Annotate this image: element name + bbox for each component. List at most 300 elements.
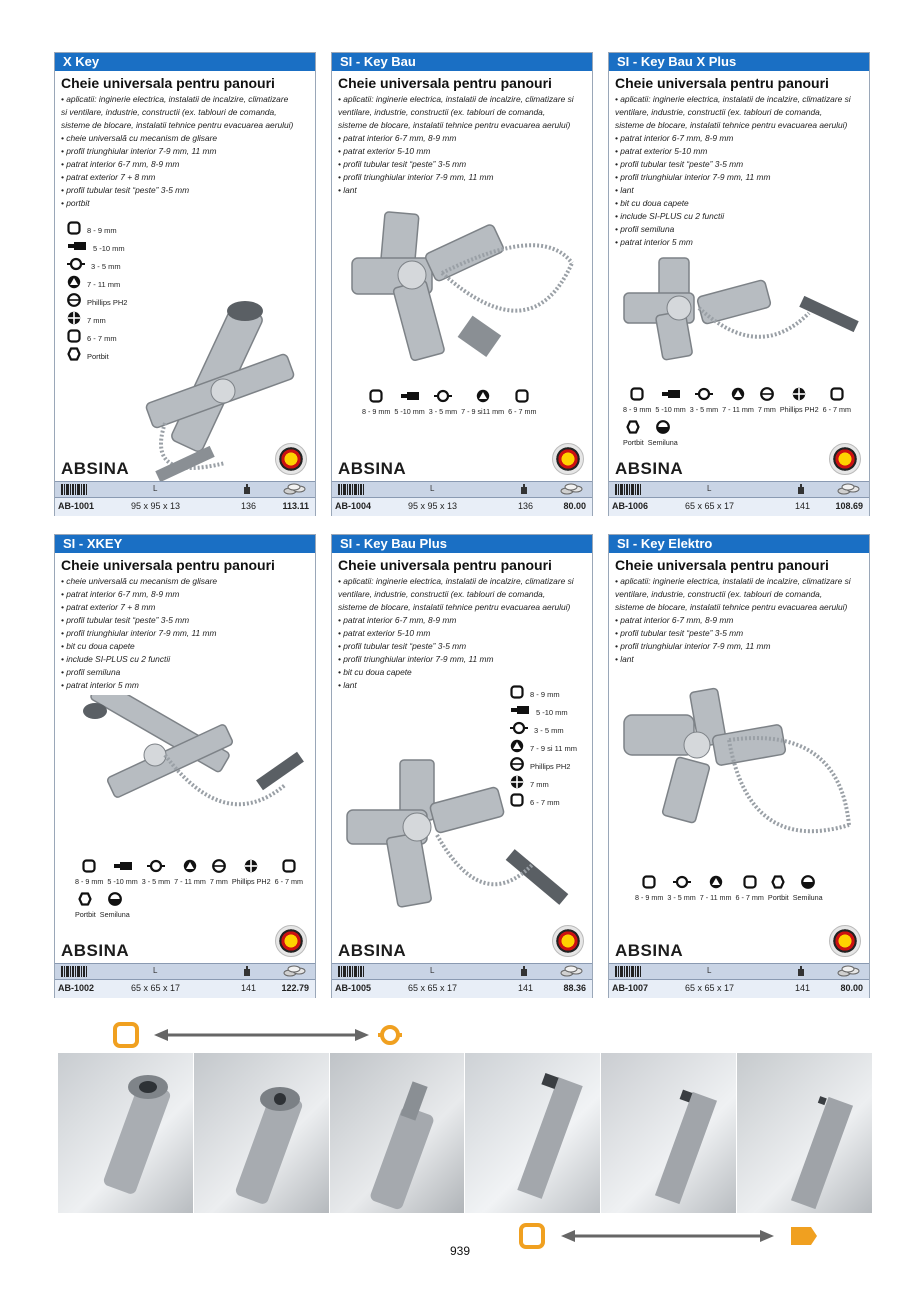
tube-profile-icon	[382, 1027, 398, 1043]
description-line: • include SI-PLUS cu 2 functii	[61, 654, 171, 664]
profile-item	[623, 420, 644, 447]
page-number: 939	[449, 1244, 471, 1258]
profile-item	[700, 875, 732, 902]
length-column-header: L	[430, 966, 435, 975]
profile-label: 7 - 11 mm	[722, 405, 754, 414]
square-round-icon	[743, 875, 757, 891]
profile-label: Portbit	[75, 910, 96, 919]
arrow-right-head	[355, 1029, 369, 1041]
spec-table-header	[55, 481, 315, 498]
profile-icon-grid	[75, 859, 315, 925]
profile-icon-grid	[635, 875, 869, 908]
photo-strip	[58, 1053, 873, 1213]
description-line: • profil semiluna	[61, 667, 121, 677]
profile-item	[780, 387, 819, 414]
card-description	[615, 575, 863, 666]
product-weight: 141	[241, 983, 257, 993]
cross-circle-icon	[244, 859, 258, 875]
spec-table-header	[55, 963, 315, 980]
hex-icon	[67, 347, 81, 366]
profile-item	[394, 389, 424, 416]
profile-item	[67, 347, 127, 365]
weight-icon	[520, 484, 528, 496]
circle-notch-icon	[434, 389, 452, 405]
description-line: • profil triunghiular interior 7-9 mm, 11 mm	[615, 172, 771, 182]
spec-table-row	[55, 979, 315, 998]
profile-item	[823, 387, 851, 414]
half-moon-icon	[801, 875, 815, 891]
weight-icon	[797, 484, 805, 496]
profile-label: 6 - 7 mm	[508, 407, 537, 416]
profile-icon-list	[67, 221, 127, 365]
card-header: SI - Key Bau Plus	[332, 535, 592, 553]
cross-circle-icon	[67, 311, 81, 330]
photo-panel-3	[330, 1053, 466, 1213]
profile-item	[508, 389, 536, 416]
card-description	[61, 575, 309, 692]
brand-logo: ABSINA	[615, 941, 684, 960]
description-line: • aplicatii: inginerie electrica, instalatii de incalzire, climatizare si	[338, 576, 574, 586]
coins-icon	[283, 483, 307, 497]
barcode-icon	[61, 966, 87, 979]
product-card	[54, 52, 316, 516]
product-card	[54, 534, 316, 998]
card-header: SI - Key Bau	[332, 53, 592, 71]
profile-item	[210, 859, 228, 886]
triangle-icon	[67, 275, 81, 294]
description-line: • patrat interior 6-7 mm, 8-9 mm	[615, 615, 734, 625]
card-title: Cheie universala pentru panouri	[61, 557, 275, 573]
square-round-icon	[82, 859, 96, 875]
circle-notch-icon	[510, 721, 528, 740]
weight-icon	[520, 966, 528, 978]
product-price: 122.79	[281, 983, 309, 993]
description-line: • aplicatii: inginerie electrica, instalatii de incalzire, climatizare si	[615, 576, 851, 586]
profile-label: Portbit	[623, 438, 644, 447]
triangle-icon	[183, 859, 197, 875]
barcode-icon	[615, 966, 641, 979]
product-code: AB-1005	[335, 983, 372, 993]
card-title: Cheie universala pentru panouri	[615, 557, 829, 573]
product-photo	[619, 685, 864, 860]
profile-label: 3 - 5 mm	[534, 725, 564, 735]
description-line: • profil triunghiular interior 7-9 mm, 11 mm	[338, 172, 494, 182]
profile-label: 5 -10 mm	[655, 405, 686, 414]
profile-item	[67, 293, 127, 311]
description-line: • aplicatii: inginerie electrica, instalatii de incalzire, climatizare si	[615, 94, 851, 104]
length-column-header: L	[430, 484, 435, 493]
product-photo	[65, 695, 310, 850]
length-column-header: L	[707, 966, 712, 975]
square-round-icon	[830, 387, 844, 403]
product-price: 108.69	[835, 501, 863, 511]
description-line: • profil tubular tesit “peste” 3-5 mm	[615, 628, 744, 638]
photo-panel-4	[465, 1053, 601, 1213]
product-price: 80.00	[563, 501, 586, 511]
description-line: • bit cu doua capete	[615, 198, 689, 208]
profile-label: Phillips PH2	[87, 297, 128, 307]
card-header: SI - XKEY	[55, 535, 315, 553]
phillips-line-icon	[760, 387, 774, 403]
quality-seal-icon	[552, 925, 584, 957]
profile-item	[75, 859, 103, 886]
description-line: ventilare, industrie, constructii (ex. tablouri de comanda,	[338, 589, 546, 599]
profile-label: 6 - 7 mm	[274, 877, 303, 886]
brand-logo: ABSINA	[615, 459, 684, 478]
spec-table-row	[609, 979, 869, 998]
profile-label: 5 -10 mm	[93, 243, 125, 253]
description-line: ventilare, industrie, constructii (ex. tablouri de comanda,	[615, 589, 823, 599]
profile-label: 6 - 7 mm	[530, 797, 560, 807]
description-line: • patrat interior 6-7 mm, 8-9 mm	[338, 615, 457, 625]
product-weight: 141	[795, 501, 811, 511]
profile-label: 5 -10 mm	[107, 877, 138, 886]
profile-label: 3 - 5 mm	[91, 261, 121, 271]
length-column-header: L	[153, 966, 158, 975]
description-line: • profil triunghiular interior 7-9 mm, 11 mm	[338, 654, 494, 664]
description-line: • profil tubular tesit “peste” 3-5 mm	[615, 159, 744, 169]
square-round-icon	[369, 389, 383, 405]
profile-label: 5 -10 mm	[536, 707, 568, 717]
profile-item	[67, 311, 127, 329]
description-line: sisteme de blocare, instalatii tehnice pentru evacuarea aerului)	[615, 602, 848, 612]
card-title: Cheie universala pentru panouri	[61, 75, 275, 91]
half-moon-icon	[656, 420, 670, 436]
coins-icon	[560, 483, 584, 497]
profile-item	[793, 875, 823, 902]
square-round-icon	[67, 221, 81, 240]
cross-circle-icon	[510, 775, 524, 794]
triangle-icon	[709, 875, 723, 891]
square-round-icon	[630, 387, 644, 403]
spec-table-row	[55, 497, 315, 516]
description-line: • profil triunghiular interior 7-9 mm, 11 mm	[61, 146, 217, 156]
description-line: • patrat interior 6-7 mm, 8-9 mm	[615, 133, 734, 143]
barcode-icon	[338, 484, 364, 497]
product-size: 65 x 65 x 17	[685, 501, 735, 511]
profile-item	[510, 775, 577, 793]
description-line: • patrat exterior 5-10 mm	[338, 146, 431, 156]
quality-seal-icon	[829, 443, 861, 475]
description-line: ventilare, industrie, constructii (ex. tablouri de comanda,	[338, 107, 546, 117]
photo-panel-1	[58, 1053, 194, 1213]
description-line: sisteme de blocare, instalatii tehnice pentru evacuarea aerului)	[338, 602, 571, 612]
profile-item	[100, 892, 130, 919]
product-size: 95 x 95 x 13	[131, 501, 181, 511]
product-code: AB-1001	[58, 501, 95, 511]
description-line: • patrat interior 6-7 mm, 8-9 mm	[61, 159, 180, 169]
profile-label: Phillips PH2	[530, 761, 571, 771]
product-weight: 141	[795, 983, 811, 993]
description-line: • profil tubular tesit “peste” 3-5 mm	[61, 185, 190, 195]
profile-label: 7 - 9 si 11 mm	[530, 743, 577, 753]
product-weight: 141	[518, 983, 534, 993]
profile-item	[510, 685, 577, 703]
description-line: • lant	[338, 185, 357, 195]
product-code: AB-1007	[612, 983, 649, 993]
phillips-line-icon	[510, 757, 524, 776]
product-size: 65 x 65 x 17	[131, 983, 181, 993]
description-line: • portbit	[61, 198, 90, 208]
spec-table-header	[332, 481, 592, 498]
profile-label: Portbit	[87, 351, 109, 361]
brand-logo: ABSINA	[338, 459, 407, 478]
spec-table-header	[609, 963, 869, 980]
coins-icon	[837, 483, 861, 497]
key-bar-icon	[510, 703, 530, 722]
profile-icon-grid	[362, 389, 592, 422]
key-bar-icon	[661, 387, 681, 403]
profile-item	[67, 329, 127, 347]
card-title: Cheie universala pentru panouri	[615, 75, 829, 91]
triangle-icon	[476, 389, 490, 405]
description-line: • patrat interior 5 mm	[615, 237, 693, 247]
spec-table-row	[332, 979, 592, 998]
card-description	[338, 93, 586, 197]
key-bar-icon	[113, 859, 133, 875]
square-round-icon	[282, 859, 296, 875]
description-line: • lant	[615, 185, 634, 195]
profile-label: Semiluna	[792, 893, 823, 902]
hex-icon	[78, 892, 92, 908]
product-weight: 136	[518, 501, 534, 511]
quality-seal-icon	[552, 443, 584, 475]
barcode-icon	[615, 484, 641, 497]
description-line: • profil tubular tesit “peste” 3-5 mm	[338, 641, 467, 651]
description-line: • profil tubular tesit “peste” 3-5 mm	[338, 159, 467, 169]
profile-item	[510, 703, 577, 721]
profile-icon-grid	[623, 387, 863, 453]
description-line: • bit cu doua capete	[61, 641, 135, 651]
top-arrow-diagram	[110, 1020, 410, 1050]
description-line: • patrat interior 6-7 mm, 8-9 mm	[338, 133, 457, 143]
small-square-profile-icon	[791, 1227, 817, 1245]
profile-label: 8 - 9 mm	[530, 689, 560, 699]
circle-notch-icon	[673, 875, 691, 891]
profile-item	[690, 387, 718, 414]
quality-seal-icon	[275, 925, 307, 957]
brand-logo: ABSINA	[61, 459, 130, 478]
profile-item	[736, 875, 764, 902]
description-line: • profil triunghiular interior 7-9 mm, 11 mm	[61, 628, 217, 638]
card-header: SI - Key Bau X Plus	[609, 53, 869, 71]
triangle-icon	[731, 387, 745, 403]
profile-item	[667, 875, 695, 902]
profile-item	[174, 859, 206, 886]
profile-item	[75, 892, 96, 919]
circle-notch-icon	[147, 859, 165, 875]
description-line: sisteme de blocare, instalatii tehnice pentru evacuarea aerului)	[615, 120, 848, 130]
description-line: ventilare, industrie, constructii (ex. tablouri de comanda,	[615, 107, 823, 117]
card-description	[338, 575, 586, 692]
product-size: 95 x 95 x 13	[408, 501, 458, 511]
quality-seal-icon	[275, 443, 307, 475]
card-title: Cheie universala pentru panouri	[338, 557, 552, 573]
profile-item	[107, 859, 137, 886]
profile-label: 8 - 9 mm	[623, 405, 652, 414]
profile-label: 7 - 11 mm	[699, 893, 732, 902]
description-line: • patrat interior 5 mm	[61, 680, 139, 690]
hex-icon	[626, 420, 640, 436]
square-round-icon	[642, 875, 656, 891]
spec-table-row	[609, 497, 869, 516]
profile-label: 7 mm	[757, 405, 776, 414]
product-photo	[619, 253, 864, 368]
profile-item	[623, 387, 651, 414]
profile-label: Semiluna	[99, 910, 130, 919]
profile-label: 6 - 7 mm	[822, 405, 851, 414]
profile-label: 8 - 9 mm	[87, 225, 117, 235]
profile-label: Phillips PH2	[231, 877, 271, 886]
photo-panel-5	[601, 1053, 737, 1213]
profile-item	[67, 239, 127, 257]
profile-label: 5 -10 mm	[394, 407, 425, 416]
profile-label: 7 - 9 si11 mm	[461, 407, 505, 416]
arrow-left-head	[561, 1230, 575, 1242]
description-line: sisteme de blocare, instalatii tehnice pentru evacuarea aerului)	[338, 120, 571, 130]
description-line: • aplicatii: inginerie electrica, instalatii de incalzire, climatizare si	[338, 94, 574, 104]
product-code: AB-1002	[58, 983, 95, 993]
profile-label: 3 - 5 mm	[141, 877, 171, 886]
product-card	[608, 534, 870, 998]
product-card	[331, 52, 593, 516]
description-line: • patrat exterior 5-10 mm	[338, 628, 431, 638]
product-price: 113.11	[282, 501, 309, 511]
key-bar-icon	[67, 239, 87, 258]
half-moon-icon	[108, 892, 122, 908]
weight-icon	[243, 966, 251, 978]
photo-panel-2	[194, 1053, 330, 1213]
square-round-icon	[515, 389, 529, 405]
product-card	[608, 52, 870, 516]
barcode-icon	[338, 966, 364, 979]
product-photo	[105, 283, 315, 508]
profile-label: Phillips PH2	[779, 405, 819, 414]
description-line: • lant	[615, 654, 634, 664]
profile-item	[362, 389, 390, 416]
description-line: • cheie universală cu mecanism de glisare	[61, 576, 218, 586]
profile-item	[232, 859, 271, 886]
weight-icon	[243, 484, 251, 496]
square-profile-icon	[115, 1024, 137, 1046]
weight-icon	[797, 966, 805, 978]
profile-label: 7 - 11 mm	[174, 877, 206, 886]
profile-label: 7 mm	[209, 877, 228, 886]
card-title: Cheie universala pentru panouri	[338, 75, 552, 91]
quality-seal-icon	[829, 925, 861, 957]
profile-label: 3 - 5 mm	[689, 405, 719, 414]
product-card	[331, 534, 593, 998]
description-line: • cheie universală cu mecanism de glisare	[61, 133, 218, 143]
circle-notch-icon	[67, 257, 85, 276]
circle-notch-icon	[695, 387, 713, 403]
profile-label: 8 - 9 mm	[75, 877, 104, 886]
length-column-header: L	[707, 484, 712, 493]
profile-item	[142, 859, 170, 886]
description-line: • lant	[338, 680, 357, 690]
phillips-line-icon	[212, 859, 226, 875]
profile-label: 3 - 5 mm	[667, 893, 696, 902]
description-line: si ventilare, industrie, constructii (ex. tablouri de comanda,	[61, 107, 277, 117]
description-line: • profil semiluna	[615, 224, 675, 234]
description-line: • profil tubular tesit “peste” 3-5 mm	[61, 615, 190, 625]
cross-circle-icon	[792, 387, 806, 403]
profile-label: Semiluna	[647, 438, 678, 447]
product-price: 80.00	[840, 983, 863, 993]
description-line: • profil triunghiular interior 7-9 mm, 11 mm	[615, 641, 771, 651]
profile-item	[635, 875, 663, 902]
description-line: • patrat interior 6-7 mm, 8-9 mm	[61, 589, 180, 599]
photo-panel-6	[737, 1053, 873, 1213]
profile-item	[510, 739, 577, 757]
card-header: SI - Key Elektro	[609, 535, 869, 553]
profile-item	[758, 387, 776, 414]
profile-item	[67, 221, 127, 239]
profile-label: 8 - 9 mm	[635, 893, 664, 902]
profile-item	[429, 389, 457, 416]
description-line: • bit cu doua capete	[338, 667, 412, 677]
product-price: 88.36	[563, 983, 586, 993]
arrow-right-head	[760, 1230, 774, 1242]
square-round-icon	[67, 329, 81, 348]
description-line: • include SI-PLUS cu 2 functii	[615, 211, 725, 221]
product-size: 65 x 65 x 17	[685, 983, 735, 993]
profile-item	[275, 859, 303, 886]
spec-table-row	[332, 497, 592, 516]
description-line: • aplicatii: inginerie electrica, instalatii de incalzire, climatizare	[61, 94, 289, 104]
profile-label: 7 mm	[530, 779, 549, 789]
coins-icon	[560, 965, 584, 979]
profile-label: 3 - 5 mm	[428, 407, 458, 416]
description-line: • patrat exterior 7 + 8 mm	[61, 602, 156, 612]
description-line: • patrat exterior 7 + 8 mm	[61, 172, 156, 182]
product-code: AB-1006	[612, 501, 649, 511]
description-line: sisteme de blocare, instalatii tehnice pentru evacuarea aerului)	[61, 120, 294, 130]
profile-label: 6 - 7 mm	[735, 893, 764, 902]
phillips-line-icon	[67, 293, 81, 312]
length-column-header: L	[153, 484, 158, 493]
product-weight: 136	[241, 501, 257, 511]
profile-icon-list	[510, 685, 577, 811]
barcode-icon	[61, 484, 87, 497]
profile-label: 8 - 9 mm	[362, 407, 391, 416]
brand-logo: ABSINA	[61, 941, 130, 960]
profile-item	[510, 793, 577, 811]
profile-item	[648, 420, 678, 447]
hex-icon	[771, 875, 785, 891]
profile-item	[722, 387, 754, 414]
profile-item	[67, 257, 127, 275]
product-size: 65 x 65 x 17	[408, 983, 458, 993]
coins-icon	[837, 965, 861, 979]
profile-label: Portbit	[767, 893, 789, 902]
profile-item	[768, 875, 789, 902]
profile-item	[461, 389, 504, 416]
coins-icon	[283, 965, 307, 979]
card-description	[61, 93, 309, 210]
card-description	[615, 93, 863, 249]
spec-table-header	[609, 481, 869, 498]
key-bar-icon	[400, 389, 420, 405]
profile-item	[510, 757, 577, 775]
square-round-icon	[510, 685, 524, 704]
brand-logo: ABSINA	[338, 941, 407, 960]
triangle-icon	[510, 739, 524, 758]
profile-item	[510, 721, 577, 739]
profile-label: 7 - 11 mm	[87, 279, 121, 289]
product-code: AB-1004	[335, 501, 372, 511]
description-line: • patrat exterior 5-10 mm	[615, 146, 708, 156]
